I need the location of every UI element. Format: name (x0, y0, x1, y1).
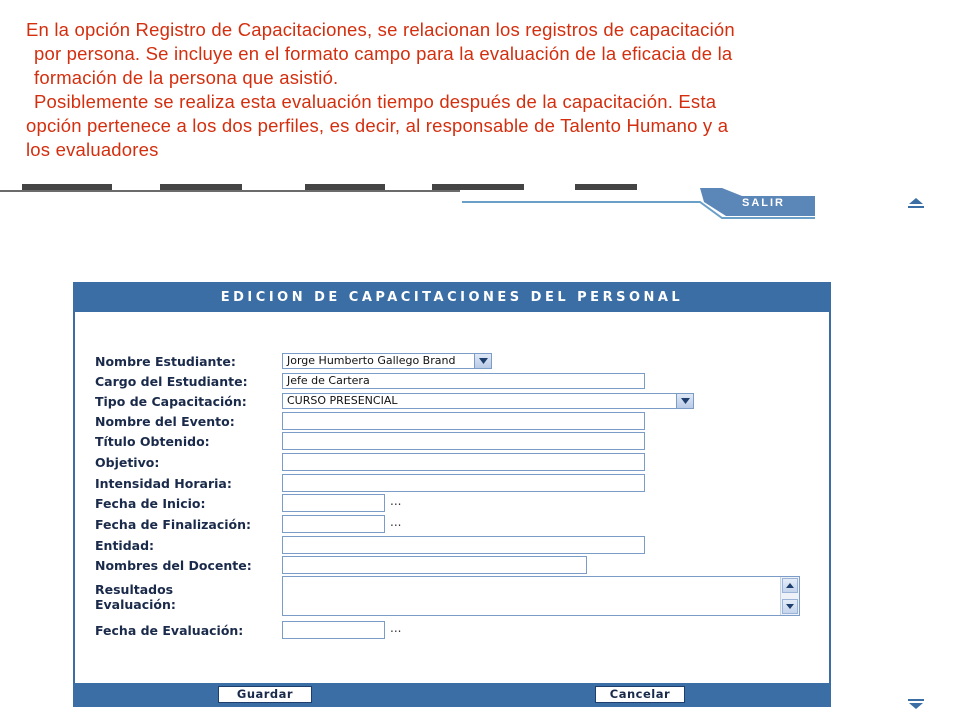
top-menu-bar (0, 182, 825, 216)
arrow-down-icon (783, 600, 797, 613)
form-title: EDICION DE CAPACITACIONES DEL PERSONAL (75, 284, 829, 312)
fecha-evaluacion-picker[interactable]: ... (390, 621, 402, 635)
label-cargo-estudiante: Cargo del Estudiante: (95, 374, 248, 389)
cargo-estudiante-input[interactable]: Jefe de Cartera (282, 373, 645, 389)
resultados-evaluacion-textarea[interactable] (282, 576, 800, 616)
fecha-evaluacion-input[interactable] (282, 621, 385, 639)
entidad-input[interactable] (282, 536, 645, 554)
intensidad-horaria-input[interactable] (282, 474, 645, 492)
fecha-finalizacion-picker[interactable]: ... (390, 515, 402, 529)
label-entidad: Entidad: (95, 538, 155, 553)
cancelar-button[interactable]: Cancelar (595, 686, 685, 703)
textarea-scroll-down[interactable] (782, 599, 798, 614)
textarea-scroll-up[interactable] (782, 578, 798, 593)
caption-line-3: formación de la persona que asistió. (34, 67, 339, 88)
menu-item-sistema[interactable] (22, 184, 112, 190)
tipo-capacitacion-value: CURSO PRESENCIAL (287, 394, 398, 407)
label-tipo-capacitacion: Tipo de Capacitación: (95, 394, 247, 409)
nombre-estudiante-dropdown-button[interactable] (474, 354, 491, 368)
scroll-down-icon[interactable] (907, 698, 925, 712)
menu-item-maestra[interactable] (305, 184, 385, 190)
arrow-up-icon (783, 579, 797, 592)
fecha-inicio-input[interactable] (282, 494, 385, 512)
label-fecha-inicio: Fecha de Inicio: (95, 496, 206, 511)
menu-underline (0, 190, 460, 192)
caption-line-2: por persona. Se incluye en el formato campo para la evaluación de la eficacia de la (34, 43, 733, 64)
tipo-capacitacion-select[interactable] (282, 393, 694, 409)
menu-item-ayuda[interactable] (575, 184, 637, 190)
nombres-docente-input[interactable] (282, 556, 587, 574)
label-evaluacion: Evaluación: (95, 597, 176, 612)
slide-caption (26, 18, 936, 162)
label-fecha-evaluacion: Fecha de Evaluación: (95, 623, 244, 638)
fecha-finalizacion-input[interactable] (282, 515, 385, 533)
training-edit-form (73, 282, 831, 707)
titulo-obtenido-input[interactable] (282, 432, 645, 450)
objetivo-input[interactable] (282, 453, 645, 471)
nombre-evento-input[interactable] (282, 412, 645, 430)
textarea-scrollbar[interactable] (780, 577, 799, 615)
guardar-button[interactable]: Guardar (218, 686, 312, 703)
nombre-estudiante-select[interactable] (282, 353, 492, 369)
scroll-up-icon[interactable] (907, 196, 925, 210)
menu-bar-graphic (0, 182, 825, 222)
label-fecha-finalizacion: Fecha de Finalización: (95, 517, 251, 532)
label-titulo-obtenido: Título Obtenido: (95, 434, 210, 449)
tipo-capacitacion-dropdown-button[interactable] (676, 394, 693, 408)
chevron-down-icon (681, 398, 690, 404)
label-objetivo: Objetivo: (95, 455, 160, 470)
fecha-inicio-picker[interactable]: ... (390, 494, 402, 508)
caption-line-6: los evaluadores (26, 139, 159, 160)
caption-line-1: En la opción Registro de Capacitaciones, se relacionan los registros de capacitación (26, 19, 735, 40)
menu-item-informes[interactable] (432, 184, 524, 190)
salir-button[interactable]: SALIR (742, 197, 785, 209)
label-nombre-evento: Nombre del Evento: (95, 414, 235, 429)
label-resultados: Resultados (95, 582, 174, 597)
form-footer-bar (75, 683, 829, 705)
caption-line-5: opción pertenece a los dos perfiles, es decir, al responsable de Talento Humano y a (26, 115, 729, 136)
menu-item-usuario[interactable] (160, 184, 242, 190)
nombre-estudiante-value: Jorge Humberto Gallego Brand (287, 354, 456, 367)
label-intensidad-horaria: Intensidad Horaria: (95, 476, 232, 491)
caption-line-4: Posiblemente se realiza esta evaluación tiempo después de la capacitación. Esta (34, 91, 717, 112)
label-nombres-docente: Nombres del Docente: (95, 558, 252, 573)
chevron-down-icon (479, 358, 488, 364)
label-nombre-estudiante: Nombre Estudiante: (95, 354, 236, 369)
